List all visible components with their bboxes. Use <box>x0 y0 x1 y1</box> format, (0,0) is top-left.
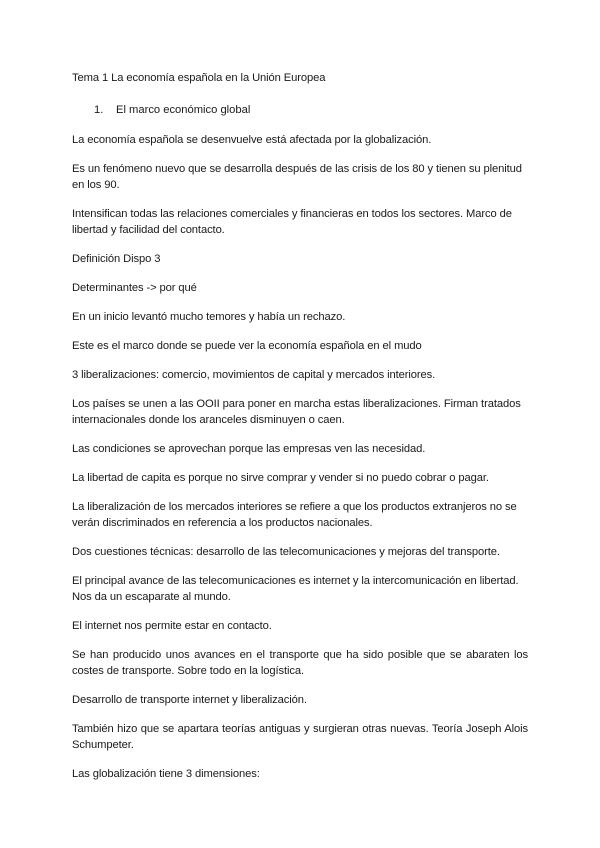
paragraph: Dos cuestiones técnicas: desarrollo de las telecomunicaciones y mejoras del transporte. <box>72 546 500 558</box>
paragraph: Las condiciones se aprovechan porque las empresas ven las necesidad. <box>72 443 426 455</box>
paragraph: La libertad de capita es porque no sirve comprar y vender si no puedo cobrar o pagar. <box>72 472 489 484</box>
paragraph: 3 liberalizaciones: comercio, movimientos de capital y mercados interiores. <box>72 369 436 381</box>
paragraph: Intensifican todas las relaciones comerciales y financieras en todos los sectores. Marco de libertad y facilidad del contacto. <box>72 208 512 236</box>
paragraph: La economía española se desenvuelve está afectada por la globalización. <box>72 134 432 146</box>
paragraph: Determinantes -> por qué <box>72 282 197 294</box>
document-title: Tema 1 La economía española en la Unión Europea <box>72 72 326 84</box>
paragraph: Se han producido unos avances en el transporte que ha sido posible que se abaraten los costes de transporte. Sobre todo en la logística. <box>72 649 528 677</box>
paragraph: El internet nos permite estar en contacto. <box>72 620 272 632</box>
paragraph: En un inicio levantó mucho temores y había un rechazo. <box>72 311 346 323</box>
paragraph: También hizo que se apartara teorías antiguas y surgieran otras nuevas. Teoría Joseph Alois Schumpeter. <box>72 723 528 751</box>
paragraph: Las globalización tiene 3 dimensiones: <box>72 768 260 780</box>
section-heading <box>72 102 528 118</box>
paragraph: La liberalización de los mercados interiores se refiere a que los productos extranjeros no se verán discriminados en referencia a los productos nacionales. <box>72 501 517 529</box>
section-label: El marco económico global <box>116 104 251 116</box>
paragraph: Desarrollo de transporte internet y liberalización. <box>72 694 307 706</box>
section-number: 1. <box>94 104 104 116</box>
paragraph: El principal avance de las telecomunicaciones es internet y la intercomunicación en libertad. Nos da un escaparate al mundo. <box>72 575 519 603</box>
paragraph: Los países se unen a las OOII para poner en marcha estas liberalizaciones. Firman tratados internacionales donde los aranceles disminuyen o caen. <box>72 398 521 426</box>
paragraph: Este es el marco donde se puede ver la economía española en el mudo <box>72 340 422 352</box>
document-body <box>72 70 528 795</box>
paragraph: Es un fenómeno nuevo que se desarrolla después de las crisis de los 80 y tienen su plenitud en los 90. <box>72 163 522 191</box>
paragraph: Definición Dispo 3 <box>72 253 161 265</box>
